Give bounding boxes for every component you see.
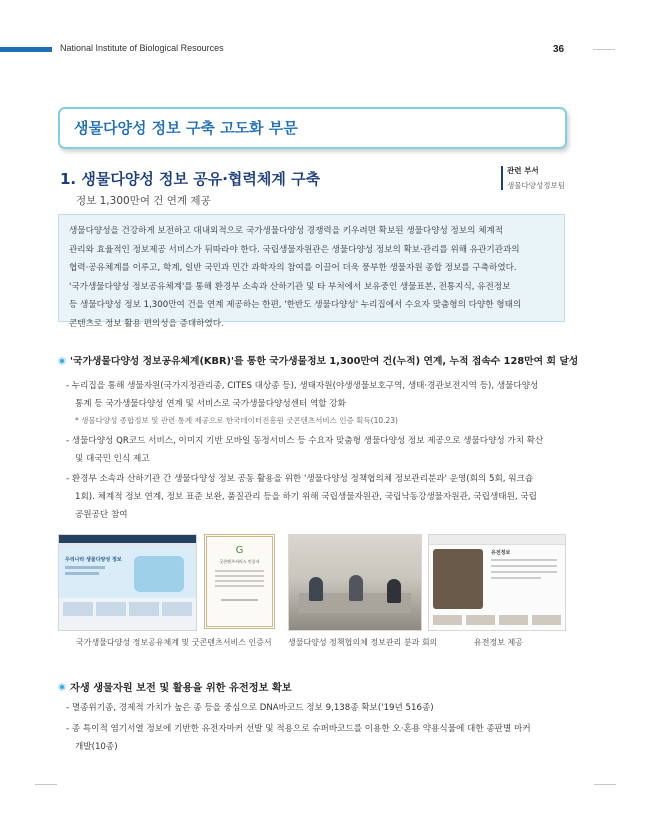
bullet-dot-icon <box>58 357 66 365</box>
header-accent-bar <box>0 47 52 52</box>
cert-line <box>215 570 264 572</box>
summary-line: 등 생물다양성 정보 1,300만여 건을 연계 제공하는 한편, '한반도 생물다양성' 누리집에서 수요자 맞춤형의 다양한 형태의 <box>69 300 522 310</box>
figure-meeting-photo <box>288 534 422 631</box>
web-banner-text: 우리나라 생물다양성 정보 <box>65 557 122 563</box>
web-header-bar <box>59 535 196 543</box>
header-institute: National Institute of Biological Resources <box>60 43 224 53</box>
bullet1-heading: '국가생물다양성 정보공유체계(KBR)'를 통한 국가생물정보 1,300만여 건(누적) 연계, 누적 접속수 128만여 회 달성 <box>70 356 579 367</box>
figure-genetic-info-screenshot <box>428 534 566 631</box>
summary-line: 콘텐츠로 정보 활용 편의성을 증대하였다. <box>69 318 224 329</box>
web2-title: 유전정보 <box>491 550 511 556</box>
subsection-title: 1. 생물다양성 정보 공유·협력체계 구축 <box>60 170 321 188</box>
figure-certificate <box>204 534 275 629</box>
item-line: 통계 등 국가생물다양성 연계 및 서비스로 국가생물다양성센터 역할 강화 <box>75 399 346 409</box>
bullet-dot-icon <box>58 683 66 691</box>
web2-thumb <box>532 615 561 625</box>
web2-line <box>491 577 541 579</box>
item-line: 개발(10종) <box>75 742 118 752</box>
summary-line: '국가생물다양성 정보공유체계'를 통해 환경부 소속과 산하기관 및 타 부처에서 보유중인 생물표본, 전통지식, 유전정보 <box>69 281 511 292</box>
figure-caption-2: 생물다양성 정책협의체 정보관리 분과 회의 <box>288 638 438 647</box>
footer-rule-left <box>35 784 57 785</box>
web-tiles <box>59 598 196 620</box>
summary-text <box>69 222 555 333</box>
cert-line <box>215 585 264 587</box>
summary-line: 협력·공유체계를 이루고, 학계, 일반 국민과 민간 과학자의 참여를 이끌어 더욱 풍부한 생물자원 종합 정보를 구축하였다. <box>69 263 517 273</box>
web-tile <box>162 602 192 616</box>
figure-caption-3: 유전정보 제공 <box>474 638 523 647</box>
web2-thumb <box>466 615 495 625</box>
cert-line <box>221 599 258 601</box>
item-line: 공원공단 참여 <box>75 510 128 520</box>
web-illustration <box>134 556 184 592</box>
web-tile <box>96 602 126 616</box>
footer-rule-right <box>594 784 616 785</box>
subsection-subtitle: 정보 1,300만여 건 연계 제공 <box>76 195 211 207</box>
summary-box <box>58 214 565 329</box>
section-title: 생물다양성 정보 구축 고도화 부문 <box>74 119 298 137</box>
bullet2-item1: - 멸종위기종, 경제적 가치가 높은 종 등을 중심으로 DNA바코드 정보 9,138종 확보('19년 516종) <box>66 703 434 713</box>
web2-thumb <box>433 615 462 625</box>
web-banner-line <box>65 572 99 575</box>
person-silhouette <box>309 577 323 601</box>
web-tile <box>129 602 159 616</box>
web-banner-line <box>65 566 105 569</box>
web2-header <box>429 535 565 545</box>
bullet2-item2 <box>66 720 566 756</box>
dept-divider <box>501 166 503 190</box>
dept-name: 생물다양성정보팀 <box>507 181 565 190</box>
bullet1-item2 <box>66 432 566 468</box>
cert-title: 굿콘텐츠서비스 인증서 <box>219 559 260 564</box>
item-line: 및 대국민 인식 제고 <box>75 454 150 464</box>
header-rule <box>593 49 615 50</box>
web2-thumb <box>499 615 528 625</box>
web2-line <box>491 565 557 567</box>
dept-label: 관련 부서 <box>507 166 539 175</box>
summary-line: 관리와 효율적인 정보제공 서비스가 뒤따라야 한다. 국립생물자원관은 생물다양성 정보의 확보·관리를 위해 유관기관과의 <box>69 244 520 255</box>
summary-line: 생물다양성을 건강하게 보전하고 대내외적으로 국가생물다양성 경쟁력을 키우려면 확보된 생물다양성 정보의 체계적 <box>69 226 504 236</box>
bullet1-item1 <box>66 377 566 413</box>
item-line: - 누리집을 통해 생물자원(국가지정관리종, CITES 대상종 등), 생태자원(야생생물보호구역, 생태·경관보전지역 등), 생물다양성 <box>66 381 539 391</box>
person-silhouette <box>387 579 401 603</box>
item-line: - 종 특이적 염기서열 정보에 기반한 유전자마커 선발 및 적용으로 슈퍼바코드를 이용한 오·혼용 약용식물에 대한 종판별 마커 <box>66 724 531 734</box>
item-line: - 환경부 소속과 산하기관 간 생물다양성 정보 공동 활용을 위한 '생물다양성 정책협의체 정보관리분과' 운영(회의 5회, 워크숍 <box>66 474 534 484</box>
section-title-box <box>58 107 567 149</box>
web2-line <box>491 571 557 573</box>
cert-logo-icon: G <box>235 545 244 556</box>
bullet2-heading: 자생 생물자원 보전 및 활용을 위한 유전정보 확보 <box>70 683 292 694</box>
figure-website-screenshot <box>58 534 197 631</box>
figure-caption-1: 국가생물다양성 정보공유체계 및 굿콘텐츠서비스 인증서 <box>76 638 272 647</box>
person-silhouette <box>349 575 363 601</box>
web-tile <box>63 602 93 616</box>
bullet1-item3 <box>66 470 566 524</box>
web2-thumbs <box>433 615 561 625</box>
bullet1-note: * 생물다양성 종합정보 및 관련 통계 제공으로 한국데이터진흥원 굿콘텐츠서비스 인증 획득(10.23) <box>75 416 398 425</box>
web-banner <box>59 548 196 598</box>
cert-line <box>215 575 264 577</box>
item-line: - 생물다양성 QR코드 서비스, 이미지 기반 모바일 동정서비스 등 수요자 맞춤형 생물다양성 정보 제공으로 생물다양성 가치 확산 <box>66 436 544 446</box>
web2-line <box>491 559 557 561</box>
page-number: 36 <box>553 44 565 55</box>
item-line: 1회). 체계적 정보 연계, 정보 표준 보완, 품질관리 등을 하기 위해 국립생물자원관, 국립낙동강생물자원관, 국립생태원, 국립 <box>75 492 537 502</box>
specimen-photo <box>433 549 483 609</box>
cert-line <box>215 580 264 582</box>
